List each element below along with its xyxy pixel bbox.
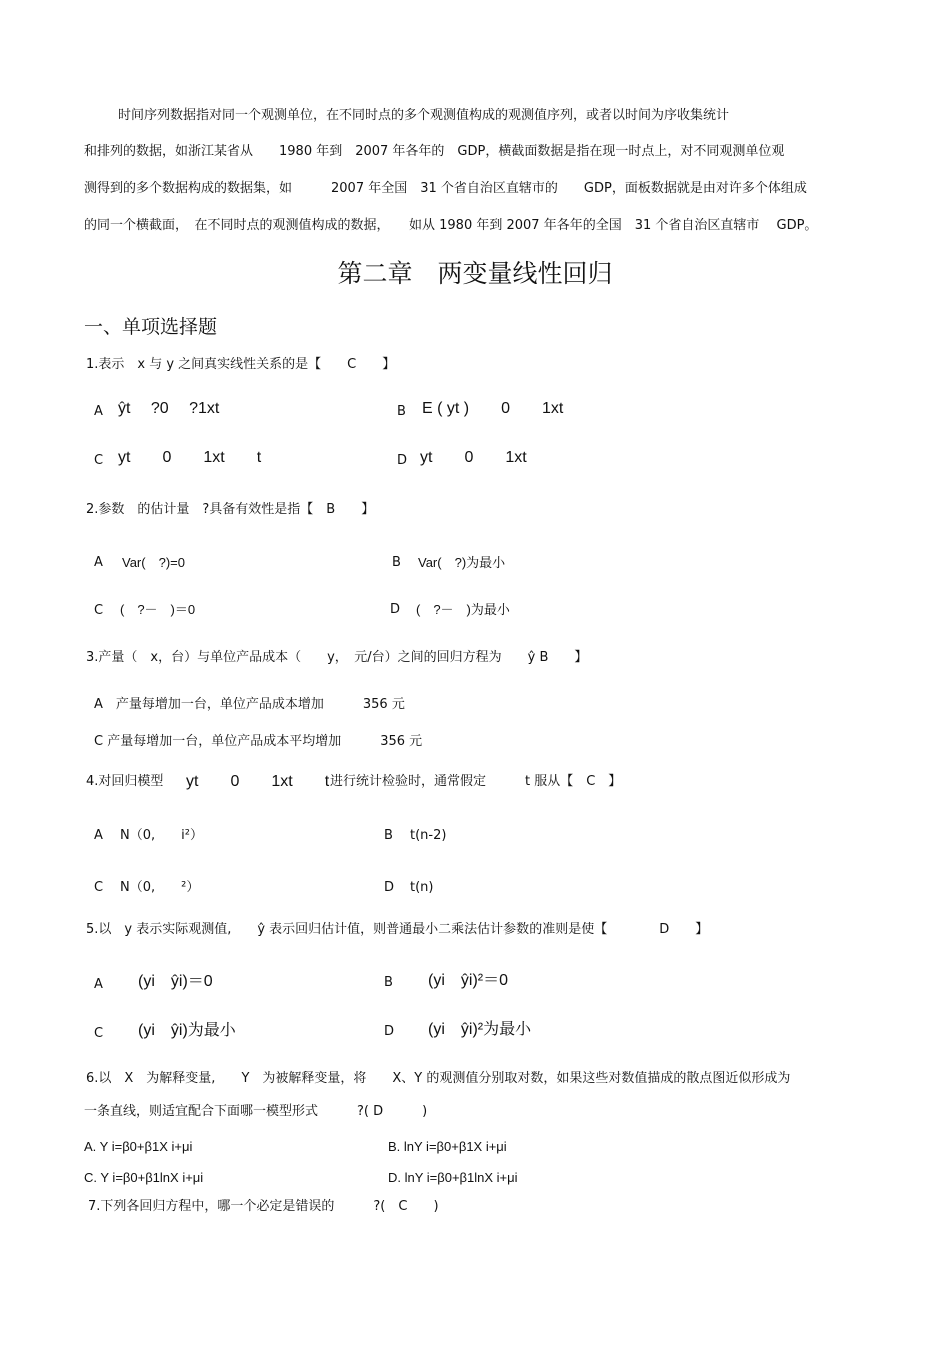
q1-option-a-formula: ŷt ?0 ?1xt [118, 400, 220, 417]
q4-option-a-label: A [94, 828, 103, 843]
q2-option-c-label: C [94, 603, 104, 618]
q1-option-b-label: B [397, 404, 406, 419]
q5-option-b-label: B [384, 975, 393, 990]
q5-stem: 5.以 y 表示实际观测值, ŷ 表示回归估计值，则普通最小二乘法估计参数的准则是使【 D 】 [86, 922, 709, 937]
q5-option-d-label: D [384, 1024, 395, 1039]
intro-line-1: 时间序列数据指对同一个观测单位，在不同时点的多个观测值构成的观测值序列，或者以时间为序收集统计 [118, 108, 730, 123]
q6-option-d: D. lnY i=β0+β1lnX i+μi [388, 1170, 518, 1185]
chapter-title: 第二章 两变量线性回归 [337, 259, 613, 288]
intro-line-2: 和排列的数据，如浙江某省从 1980 年到 2007 年各年的 GDP，横截面数据是指在现一时点上，对不同观测单位观 [84, 144, 785, 159]
q4-option-c-label: C [94, 880, 104, 895]
q2-stem: 2.参数 的估计量 ?具备有效性是指【 B 】 [86, 502, 375, 517]
q5-option-a-label: A [94, 977, 103, 992]
q3-option-a: A 产量每增加一台，单位产品成本增加 356 元 [94, 697, 405, 712]
q2-option-b-formula: Var( ?)为最小 [418, 555, 506, 570]
q4-stem-formula: yt 0 1xt t [186, 773, 330, 790]
q2-option-d-label: D [390, 602, 401, 617]
q2-option-a-formula: Var( ?)=0 [122, 555, 185, 570]
q6-option-b: B. lnY i=β0+β1X i+μi [388, 1139, 507, 1154]
q5-option-c-formula: (yi ŷi)为最小 [138, 1022, 236, 1039]
q6-stem-line-2: 一条直线，则适宜配合下面哪一模型形式 ?( D ) [84, 1104, 428, 1119]
q4-stem-pre: 4.对回归模型 [86, 774, 164, 789]
q1-option-c-formula: yt 0 1xt t [118, 449, 262, 466]
q5-option-d-formula: (yi ŷi)²为最小 [428, 1021, 532, 1038]
q6-stem-line-1: 6.以 X 为解释变量, Y 为被解释变量，将 X、Y 的观测值分别取对数，如果这些对数值描成的散点图近似形成为 [86, 1071, 791, 1086]
intro-line-3: 测得到的多个数据构成的数据集，如 2007 年全国 31 个省自治区直辖市的 GDP，面板数据就是由对许多个体组成 [84, 181, 807, 196]
q5-option-c-label: C [94, 1026, 104, 1041]
q4-stem-post: 进行统计检验时，通常假定 t 服从【 C 】 [330, 774, 622, 789]
q2-option-d-formula: ( ?－ )为最小 [416, 602, 510, 617]
intro-line-4: 的同一个横截面， 在不同时点的观测值构成的数据， 如从 1980 年到 2007 年各年的全国 31 个省自治区直辖市 GDP。 [84, 218, 818, 233]
q4-option-b-formula: t(n-2) [410, 828, 447, 843]
q7-stem: 7.下列各回归方程中，哪一个必定是错误的 ?( C ) [88, 1199, 439, 1214]
q2-option-b-label: B [392, 555, 401, 570]
q1-option-b-formula: E ( yt ) 0 1xt [422, 400, 564, 417]
q3-stem: 3.产量（ x，台）与单位产品成本（ y， 元/台）之间的回归方程为 ŷ B 】 [86, 650, 588, 665]
q5-option-b-formula: (yi ŷi)²＝0 [428, 972, 508, 989]
q1-stem: 1.表示 x 与 y 之间真实线性关系的是【 C 】 [86, 357, 396, 372]
q2-option-a-label: A [94, 555, 103, 570]
q5-option-a-formula: (yi ŷi)＝0 [138, 973, 213, 990]
section-title: 一、单项选择题 [84, 316, 218, 338]
q2-option-c-formula: ( ?－ )＝0 [120, 602, 196, 617]
q4-option-b-label: B [384, 828, 393, 843]
q1-option-c-label: C [94, 453, 104, 468]
q1-option-d-label: D [397, 453, 408, 468]
q6-option-c: C. Y i=β0+β1lnX i+μi [84, 1170, 204, 1185]
q3-option-c: C 产量每增加一台，单位产品成本平均增加 356 元 [94, 734, 423, 749]
q6-option-a: A. Y i=β0+β1X i+μi [84, 1139, 193, 1154]
q4-option-c-formula: N（0, ²） [120, 880, 200, 895]
q1-option-a-label: A [94, 404, 103, 419]
q1-option-d-formula: yt 0 1xt [420, 449, 527, 466]
q4-option-d-label: D [384, 880, 395, 895]
q4-option-a-formula: N（0, i²） [120, 828, 203, 843]
q4-option-d-formula: t(n) [410, 880, 434, 895]
